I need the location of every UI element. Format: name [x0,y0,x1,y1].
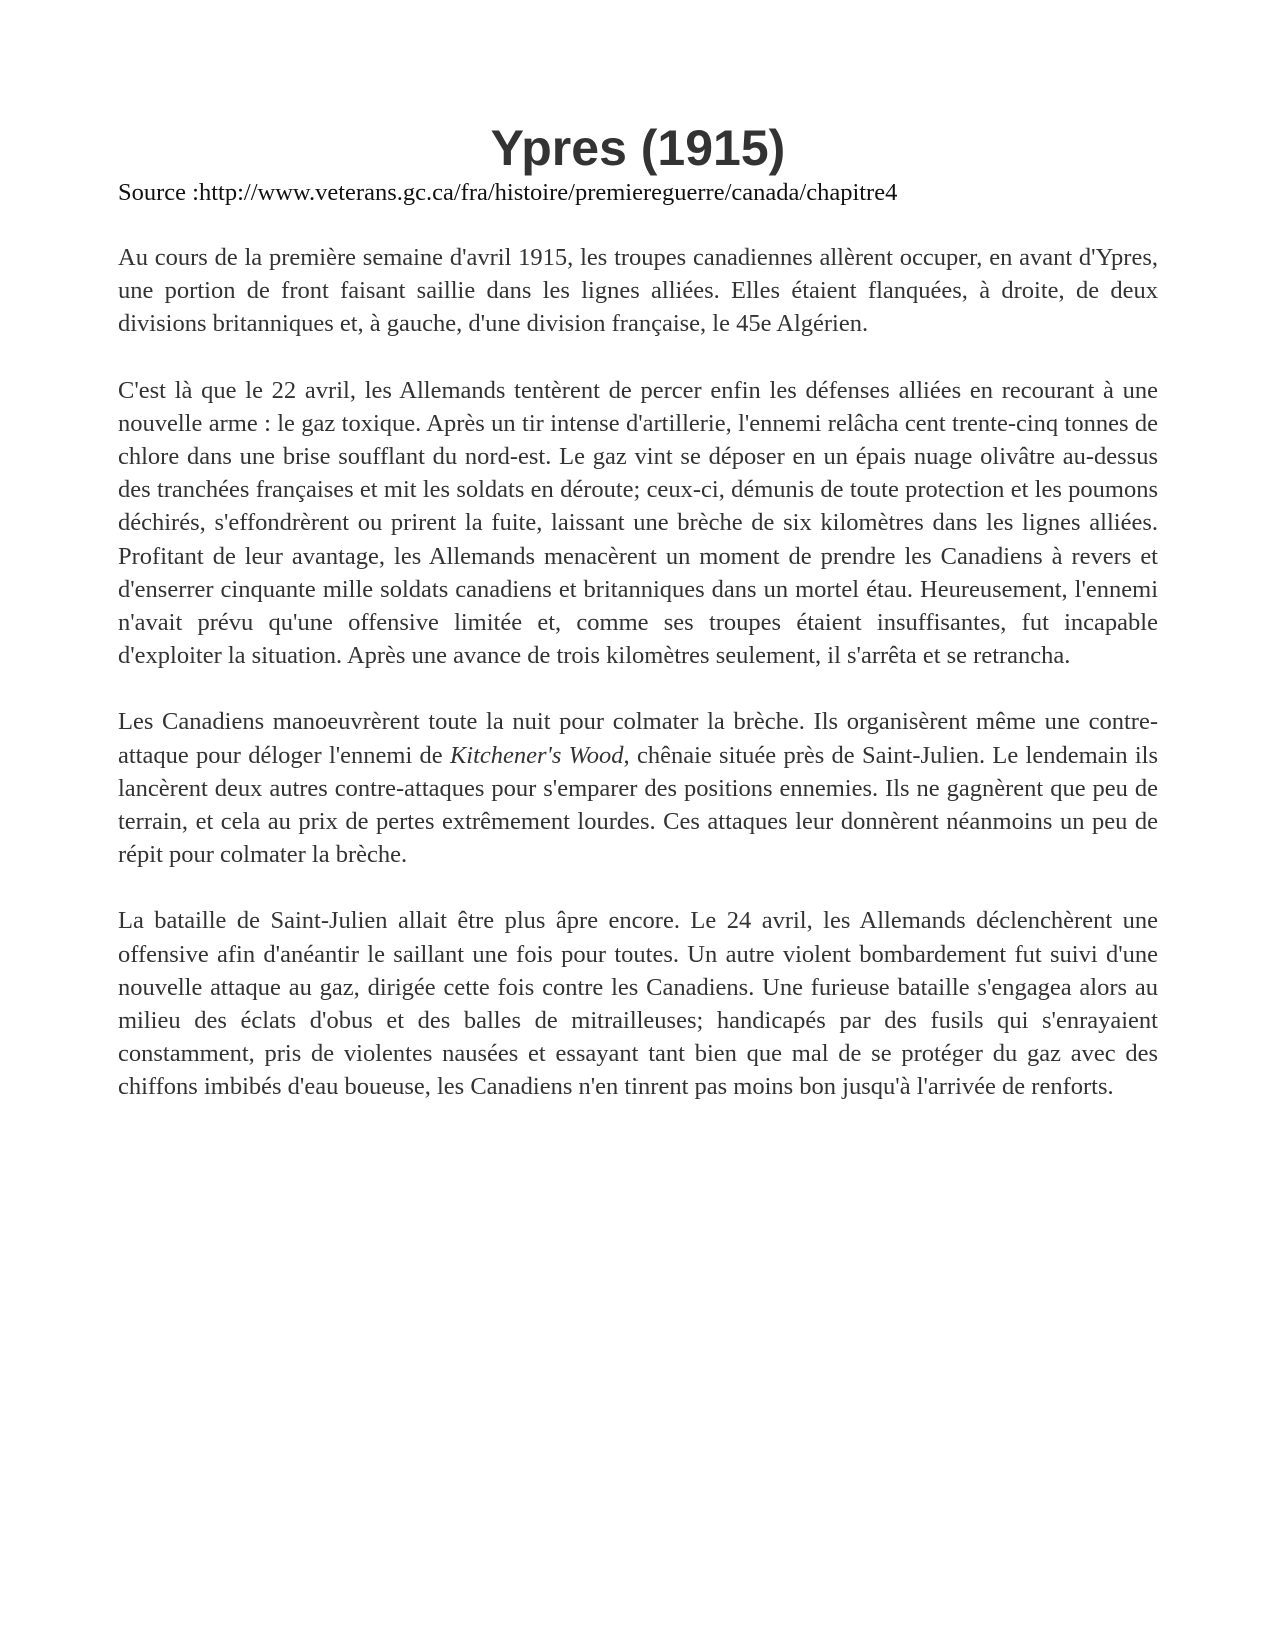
paragraph-4: La bataille de Saint-Julien allait être plus âpre encore. Le 24 avril, les Allemands déclenchèrent une offensive afin d'anéantir le saillant une fois pour toutes. Un autre violent bombardement fut suivi d'une nouvelle attaque au gaz, dirigée cette fois contre les Canadiens. Une furieuse bataille s'engagea alors au milieu des éclats d'obus et des balles de mitrailleuses; handicapés par des fusils qui s'enrayaient constamment, pris de violentes nausées et essayant tant bien que mal de se protéger du gaz avec des chiffons imbibés d'eau boueuse, les Canadiens n'en tinrent pas moins bon jusqu'à l'arrivée de renforts. [118,907,1158,1101]
source-line: Source :http://www.veterans.gc.ca/fra/histoire/premiereguerre/canada/chapitre4 [118,179,898,206]
document-page [118,118,1158,1137]
paragraph-3 [118,705,1158,871]
kitcheners-wood-italic: Kitchener's Wood [449,741,624,769]
paragraph-3-before: Les Canadiens manoeuvrèrent toute la nuit pour colmater la brèche. Ils organisèrent même une contre-attaque pour déloger l'ennemi de [118,708,1158,769]
paragraph-3-after: , chênaie située près de Saint-Julien. Le lendemain ils lancèrent deux autres contre-attaques pour s'emparer des positions ennemies. Ils ne gagnèrent que peu de terrain, et cela au prix de pertes extrêmement lourdes. Ces attaques leur donnèrent néanmoins un peu de répit pour colmater la brèche. [118,741,1158,869]
paragraph-1: Au cours de la première semaine d'avril 1915, les troupes canadiennes allèrent occuper, en avant d'Ypres, une portion de front faisant saillie dans les lignes alliées. Elles étaient flanquées, à droite, de deux divisions britanniques et, à gauche, d'une division française, le 45e Algérien. [118,244,1158,338]
page-title: Ypres (1915) [490,120,786,176]
paragraph-2: C'est là que le 22 avril, les Allemands tentèrent de percer enfin les défenses alliées en recourant à une nouvelle arme : le gaz toxique. Après un tir intense d'artillerie, l'ennemi relâcha cent trente-cinq tonnes de chlore dans une brise soufflant du nord-est. Le gaz vint se déposer en un épais nuage olivâtre au-dessus des tranchées françaises et mit les soldats en déroute; ceux-ci, démunis de toute protection et les poumons déchirés, s'effondrèrent ou prirent la fuite, laissant une brèche de six kilomètres dans les lignes alliées. Profitant de leur avantage, les Allemands menacèrent un moment de prendre les Canadiens à revers et d'enserrer cinquante mille soldats canadiens et britanniques dans un mortel étau. Heureusement, l'ennemi n'avait prévu qu'une offensive limitée et, comme ses troupes étaient insuffisantes, fut incapable d'exploiter la situation. Après une avance de trois kilomètres seulement, il s'arrêta et se retrancha. [118,376,1158,670]
